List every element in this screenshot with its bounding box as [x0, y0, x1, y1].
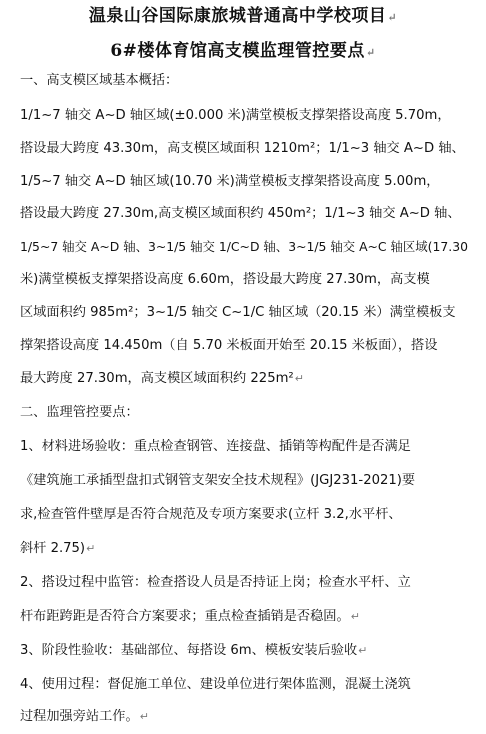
body-line: 过程加强旁站工作。↵: [20, 709, 149, 724]
body-line: 1/1~7 轴交 A~D 轴区域(±0.000 米)满堂模板支撑架搭设高度 5.70m，: [20, 108, 451, 123]
body-line: 米)满堂模板支撑架搭设高度 6.60m，搭设最大跨度 27.30m，高支模: [20, 272, 430, 287]
body-line: 1/5~7 轴交 A~D 轴区域(10.70 米)满堂模板支撑架搭设高度 5.00m，: [20, 174, 440, 189]
body-line: 1/5~7 轴交 A~D 轴、3~1/5 轴交 1/C~D 轴、3~1/5 轴交 A~C 轴区域(17.30: [20, 239, 468, 254]
body-line: 《建筑施工承插型盘扣式钢管支架安全技术规程》(JGJ231-2021)要: [20, 473, 416, 488]
section-heading-control-points: 二、监理管控要点：: [20, 405, 139, 420]
body-line: 撑架搭设高度 14.450m（自 5.70 米板面开始至 20.15 米板面），搭设: [20, 338, 438, 353]
body-line: 斜杆 2.75)↵: [20, 541, 96, 556]
body-line: 搭设最大跨度 43.30m，高支模区域面积 1210m²；1/1~3 轴交 A~D 轴、: [20, 141, 465, 156]
body-line: 杆布距跨距是否符合方案要求；重点检查插销是否稳固。↵: [20, 609, 360, 624]
body-line: 求,检查管件壁厚是否符合规范及专项方案要求(立杆 3.2,水平杆、: [20, 507, 402, 522]
body-line: 3、阶段性验收：基础部位、每搭设 6m、模板安装后验收↵: [20, 643, 368, 658]
body-line: 搭设最大跨度 27.30m,高支模区域面积约 450m²；1/1~3 轴交 A~D 轴、: [20, 206, 461, 221]
document-title-line-1: 温泉山谷国际康旅城普通高中学校项目↵: [88, 6, 398, 26]
section-heading-overview: 一、高支模区域基本概括：: [20, 73, 179, 88]
document-title-line-2: 6#楼体育馆高支模监理管控要点↵: [110, 41, 376, 61]
body-line: 1、材料进场验收：重点检查钢管、连接盘、插销等构配件是否满足: [20, 439, 411, 454]
body-line: 区域面积约 985m²；3~1/5 轴交 C~1/C 轴区域（20.15 米）满堂模板支: [20, 305, 456, 320]
body-line: 2、搭设过程中监管：检查搭设人员是否持证上岗；检查水平杆、立: [20, 575, 411, 590]
body-line: 4、使用过程：督促施工单位、建设单位进行架体监测，混凝土浇筑: [20, 677, 411, 692]
body-line: 最大跨度 27.30m，高支模区域面积约 225m²↵: [20, 371, 304, 386]
